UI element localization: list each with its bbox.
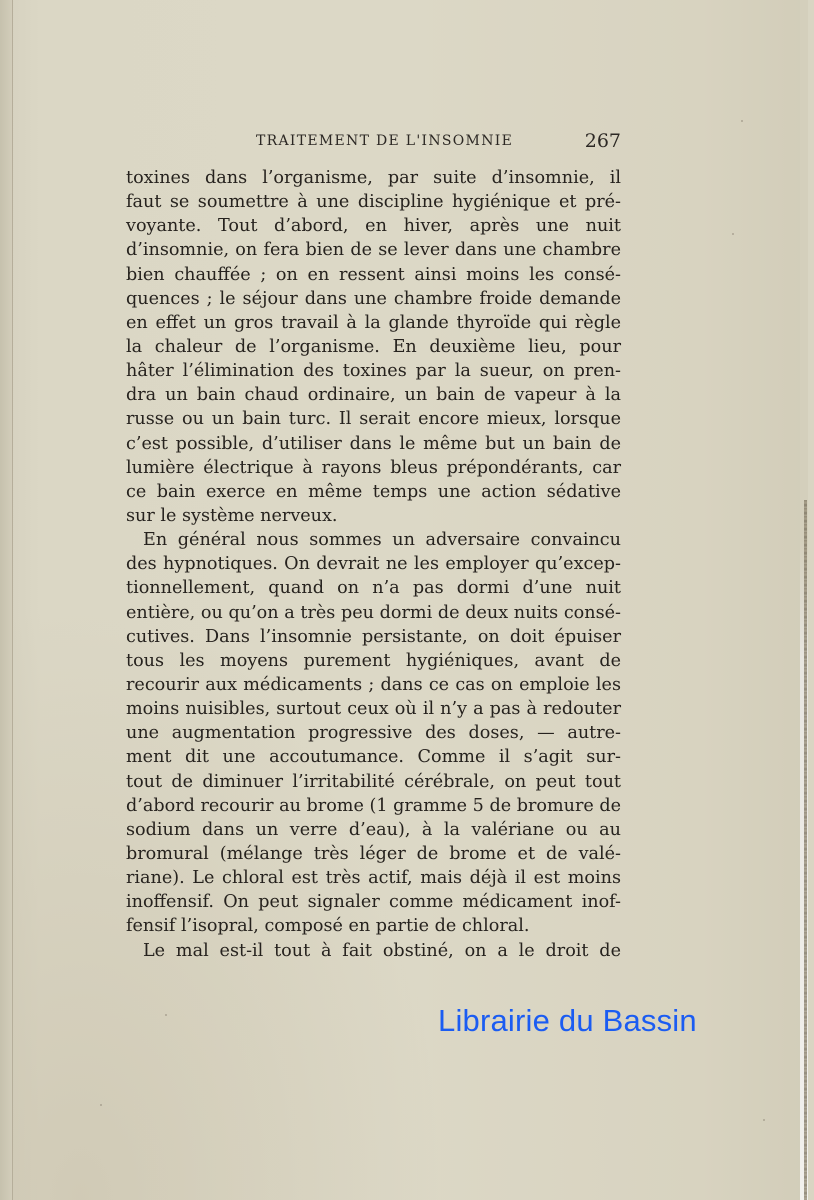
text-line: c’est possible, d’utiliser dans le même but un bain de [126, 433, 621, 454]
text-line: une augmentation progressive des doses, — autre- [126, 723, 621, 744]
paper-speck [763, 1119, 765, 1121]
watermark-text: Librairie du Bassin [438, 1003, 697, 1038]
running-head [126, 130, 621, 154]
text-line: lumière électrique à rayons bleus prépondérants, car [126, 457, 621, 478]
text-line: des hypnotiques. On devrait ne les employer qu’excep- [126, 554, 621, 575]
text-line: Le mal est-il tout à fait obstiné, on a le droit de [143, 940, 621, 961]
body-text [126, 166, 621, 963]
text-line: tous les moyens purement hygiéniques, avant de [126, 650, 621, 671]
text-line: dra un bain chaud ordinaire, un bain de vapeur à la [126, 385, 621, 406]
text-line: voyante. Tout d’abord, en hiver, après une nuit [126, 216, 621, 237]
text-line: bien chauffée ; on en ressent ainsi moins les consé- [126, 264, 621, 285]
text-line: cutives. Dans l’insomnie persistante, on doit épuiser [126, 626, 621, 647]
text-line: En général nous sommes un adversaire convaincu [143, 530, 621, 551]
paper-speck [741, 120, 743, 122]
text-line: recourir aux médicaments ; dans ce cas on emploie les [126, 674, 621, 695]
paragraph [126, 166, 621, 528]
text-line: tout de diminuer l’irritabilité cérébrale, on peut tout [126, 771, 621, 792]
paragraph [126, 528, 621, 938]
deckled-paper-edge [804, 500, 807, 1200]
paper-speck [732, 233, 734, 235]
paper-speck [165, 1014, 167, 1016]
text-line: fensif l’isopral, composé en partie de chloral. [126, 916, 530, 937]
paper-speck [100, 1104, 102, 1106]
text-line: la chaleur de l’organisme. En deuxième lieu, pour [126, 336, 621, 357]
page-number: 267 [584, 130, 621, 152]
paragraph [126, 939, 621, 963]
text-line: entière, ou qu’on a très peu dormi de deux nuits consé- [126, 602, 621, 623]
text-line: d’insomnie, on fera bien de se lever dans une chambre [126, 240, 621, 261]
text-line: sur le système nerveux. [126, 505, 338, 526]
text-line: riane). Le chloral est très actif, mais déjà il est moins [126, 868, 621, 889]
text-line: d’abord recourir au brome (1 gramme 5 de bromure de [126, 795, 622, 816]
text-line: hâter l’élimination des toxines par la sueur, on pren- [126, 361, 621, 382]
text-line: faut se soumettre à une discipline hygiénique et pré- [126, 192, 621, 213]
text-line: quences ; le séjour dans une chambre froide demande [126, 288, 621, 309]
page-gutter-shadow [0, 0, 13, 1200]
text-line: ment dit une accoutumance. Comme il s’agit sur- [126, 747, 621, 768]
text-line: russe ou un bain turc. Il serait encore mieux, lorsque [126, 409, 621, 430]
text-line: ce bain exerce en même temps une action sédative [126, 481, 621, 502]
text-line: toxines dans l’organisme, par suite d’insomnie, il [126, 168, 621, 188]
text-line: tionnellement, quand on n’a pas dormi d’une nuit [126, 578, 621, 599]
text-line: sodium dans un verre d’eau), à la valériane ou au [126, 819, 621, 840]
text-line: moins nuisibles, surtout ceux où il n’y a pas à redouter [126, 699, 621, 720]
text-line: en effet un gros travail à la glande thyroïde qui règle [126, 312, 621, 333]
text-line: bromural (mélange très léger de brome et de valé- [126, 843, 621, 864]
running-title: TRAITEMENT DE L'INSOMNIE [256, 133, 514, 149]
text-line: inoffensif. On peut signaler comme médicament inof- [126, 892, 621, 913]
